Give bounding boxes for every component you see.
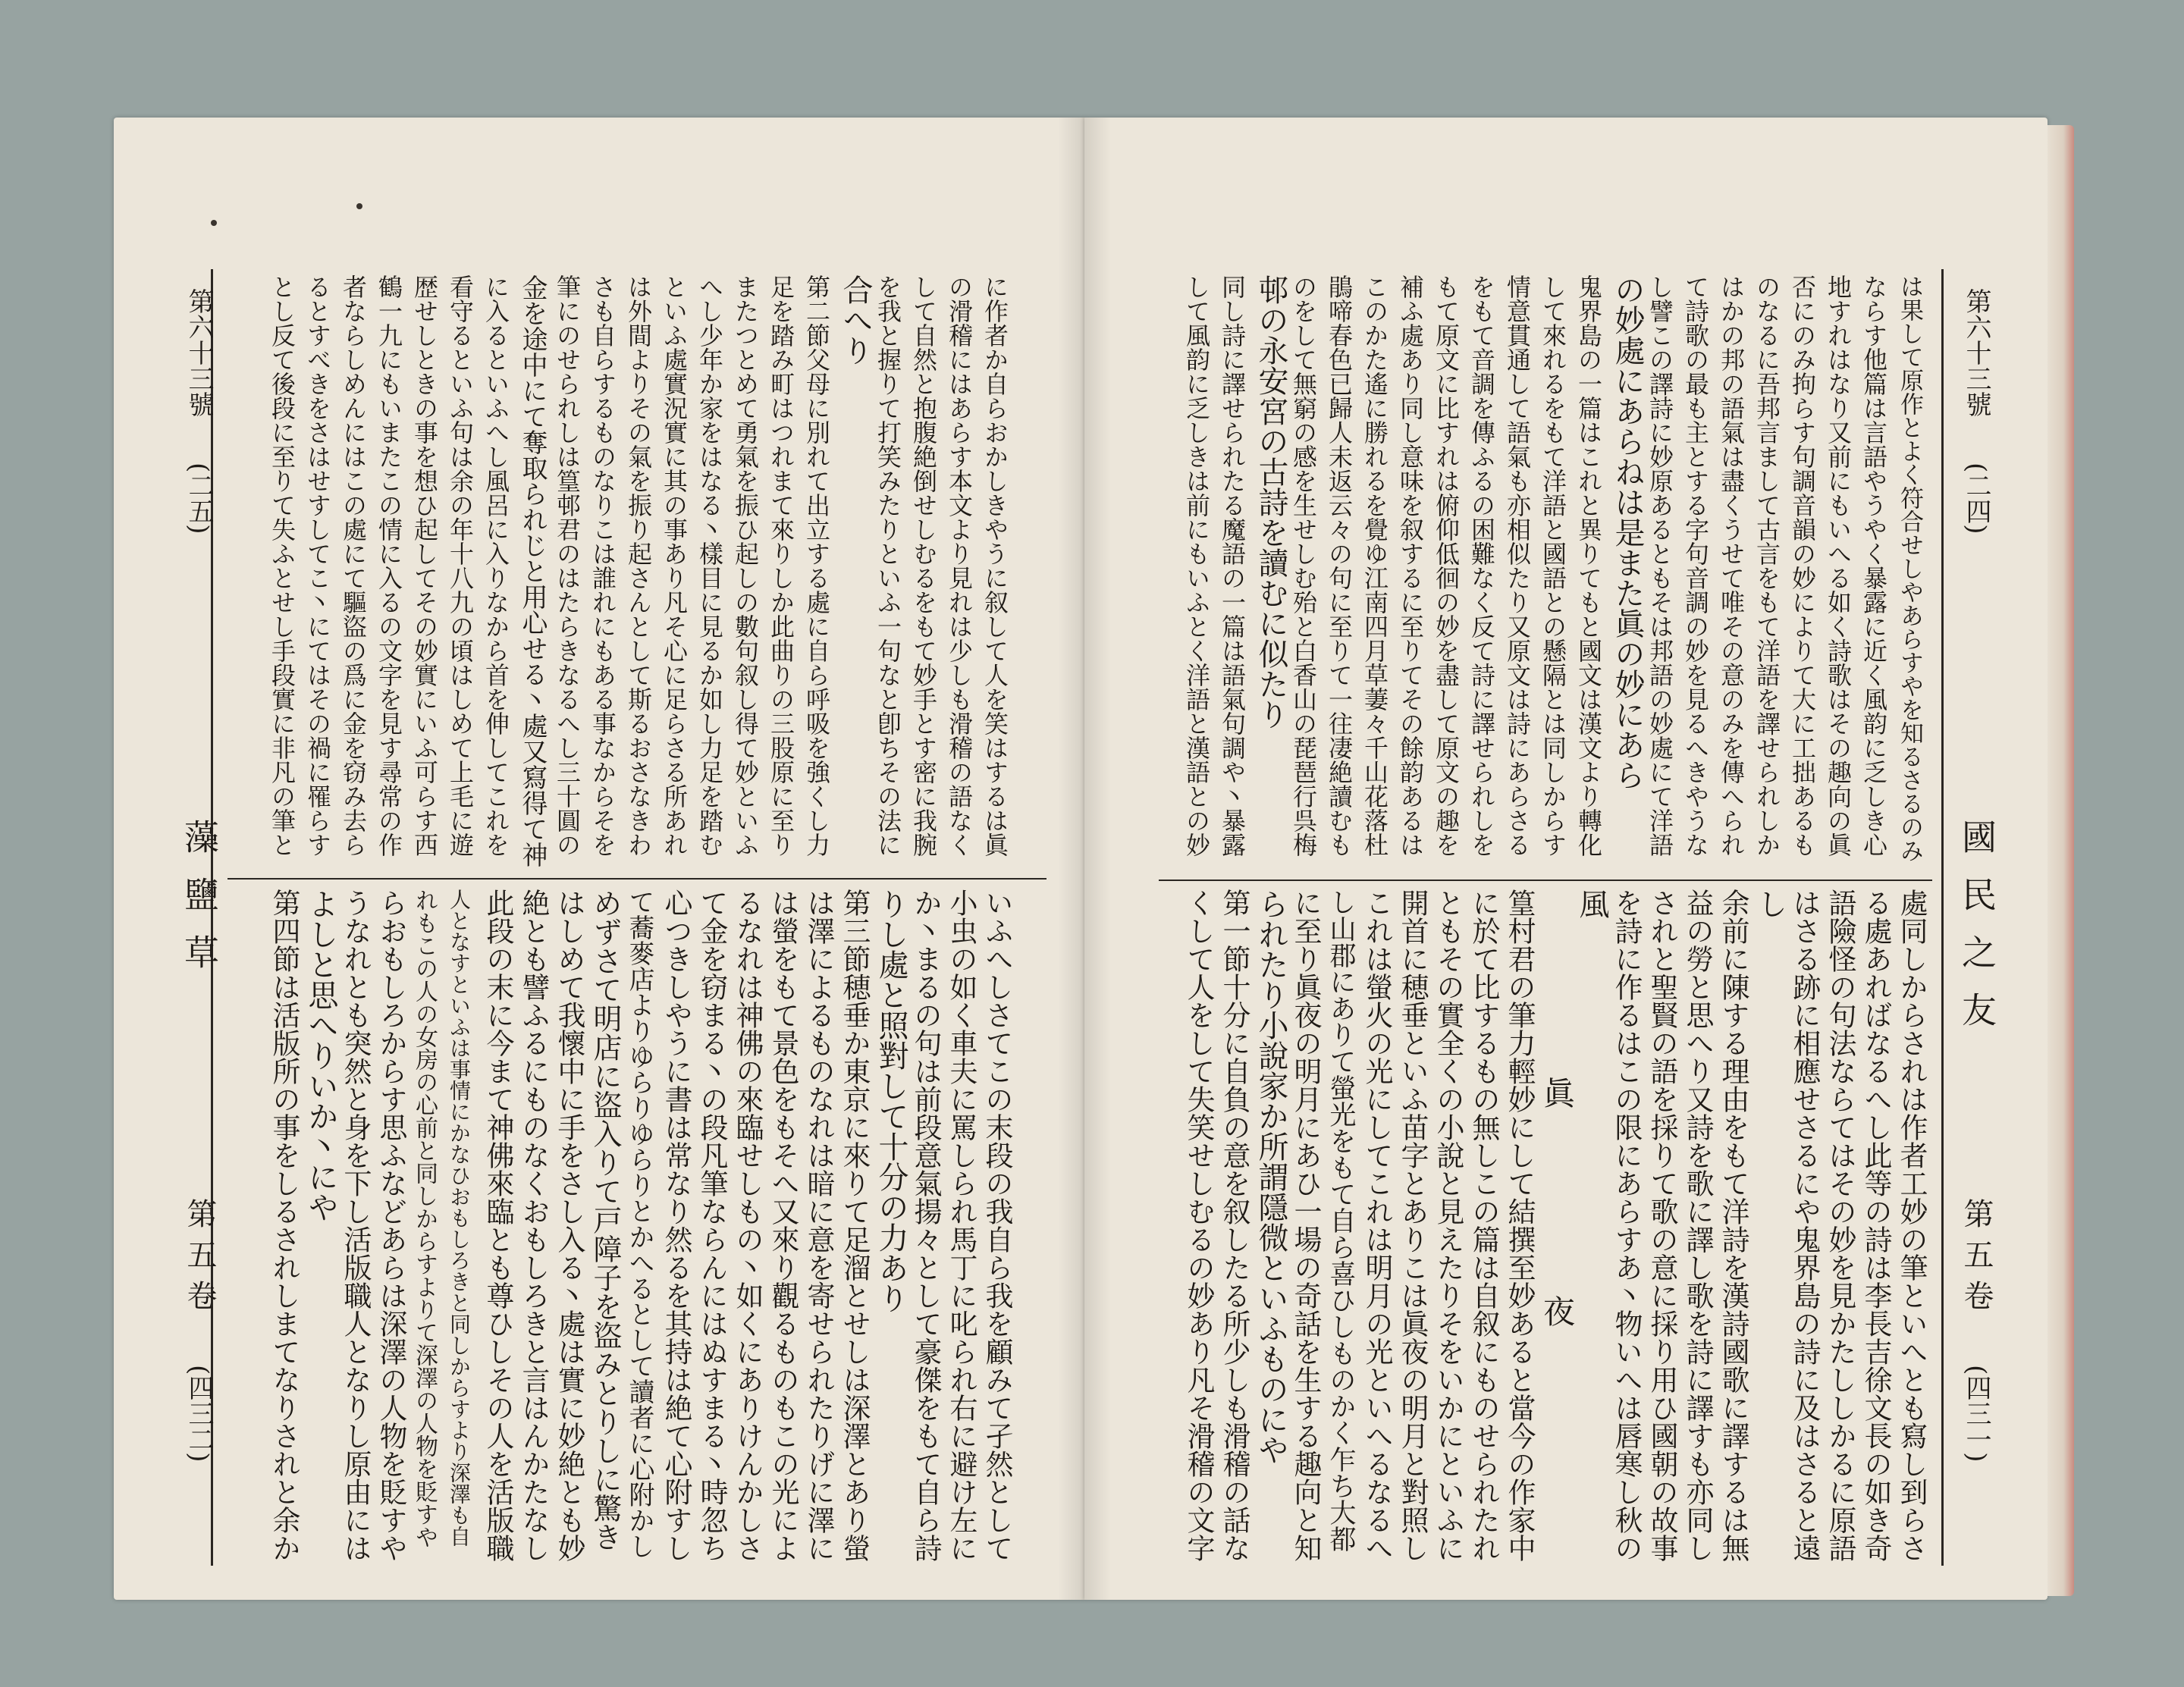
left-upper-col: 歴せしときの事を想ひ起してその妙實にいふ可らす西 (410, 274, 439, 857)
right-upper-col: をもて音調を傳ふるの困難なく反て詩に譯せられしを (1467, 274, 1496, 857)
left-lower-col: 人となすといふは事情にかなひおもしろきと同しからすより深澤も自 (447, 889, 472, 1547)
right-header-issue: 第六十三號 (1961, 288, 1991, 417)
left-lower-col: いふへしさてこの末段の我自ら我を顧みて孑然として (981, 889, 1013, 1562)
page-edge (2048, 125, 2074, 1596)
left-lower-col: らおもしろからす思ふなどあらは深澤の人物を貶すや (375, 889, 407, 1562)
left-upper-col: といふ處實況實に其の事あり凡そ心に足らさる所あれ (660, 274, 689, 857)
right-upper-col: のをして無窮の感を生せしむ殆と白香山の琵琶行呉梅 (1289, 274, 1318, 857)
right-lower-col: 風 (1574, 889, 1609, 919)
right-upper-col: し譬この譯詩に妙原あるともそは邦語の妙處にて洋語 (1646, 274, 1674, 857)
left-lower-col: 第三節穂垂か東京に來りて足溜とせしは深澤とあり螢 (838, 889, 871, 1562)
left-lower-col: 小虫の如く車夫に罵しられ馬丁に叱られ右に避け左に (945, 889, 977, 1562)
left-ink-dot (356, 203, 362, 209)
left-upper-col: とし反て後段に至りて失ふとせし手段實に非凡の筆と (268, 274, 297, 857)
right-upper-col: 否にのみ拘らす句調音韻の妙によりて大に工拙あるも (1788, 274, 1817, 857)
left-lower-col: は螢をもて景色をもそへ又來り觀るものもこの光によ (767, 889, 799, 1562)
right-upper-col: のなるに吾邦言まして古言をもて洋語を譯せられしか (1753, 274, 1781, 857)
left-lower-col: るなれは神佛の來臨せしもの丶如くにありけんかしさ (731, 889, 764, 1562)
left-lower-col: て金を窃まる丶の段凡筆ならんにはぬすまる丶時忽ち (695, 889, 728, 1562)
right-upper-col: もて原文に比すれは俯仰低徊の妙を盡して原文の趣を (1432, 274, 1461, 857)
left-lower-col: か丶まるの句は前段意氣揚々として豪傑をもて自ら詩 (909, 889, 942, 1562)
left-upper-col: して自然と抱腹絶倒せしむるをもて妙手とす密に我腕 (909, 274, 938, 857)
left-header-volume: 第五卷 (182, 1198, 217, 1321)
right-header-vol-page: (四三一) (1961, 1365, 1991, 1463)
right-upper-col: 情意貫通して語氣も亦相似たり又原文は詩にあらさる (1503, 274, 1532, 857)
right-upper-col: はかの邦の語氣は盡くうせて唯その意のみを傳へられ (1717, 274, 1746, 857)
left-lower-col: 此段の末に今まて神佛來臨とも尊ひしその人を活版職 (482, 889, 514, 1562)
right-lower-col: に至り眞夜の明月にあひ一場の奇話を生する趣向と知 (1289, 889, 1322, 1562)
right-upper-col: の妙處にあらねは是また眞の妙にあら (1610, 274, 1645, 790)
left-upper-col: るとすべきをさはせすしてこ丶にてはその禍に罹らす (303, 274, 332, 857)
left-header-issue: 第六十三號 (184, 288, 214, 417)
left-upper-col: へし少年か家をはなる丶樣目に見るか如し力足を踏む (695, 274, 724, 857)
left-lower-col: て蕎麥店よりゆらりゆらりとかへるとして讀者に心附かし (624, 889, 654, 1559)
left-upper-col: は外間よりその氣を振り起さんとして斯るおさなきわ (624, 274, 653, 857)
left-lower-col: れもこの人の女房の心前と同しからすよりて深澤の人物を貶すや (411, 889, 438, 1548)
left-lower-col: は澤によるものなれは暗に意を寄せられたりげに澤に (802, 889, 835, 1562)
left-lower-col: 心つきしやうに書は常なり然るを其持は絶て心附すし (660, 889, 692, 1562)
right-lower-col: し (1753, 889, 1787, 919)
left-upper-col: に作者か自らおかしきやうに叙して人を笑はするは眞 (981, 274, 1009, 857)
right-header-rule (1941, 269, 1944, 1566)
left-lower-col: りし處と照對して十分の力あり (874, 889, 908, 1313)
right-lower-col: られたり小說家か所謂隱微といふものにや (1254, 889, 1288, 1465)
right-lower-col: 余前に陳する理由をもて洋詩を漢詩國歌に譯するは無 (1717, 889, 1749, 1562)
left-upper-col: 鶴一九にもいまたこの情に入るの文字を見す尋常の作 (375, 274, 403, 857)
right-lower-col: し山郡にありて螢光をもて自ら喜ひしものかく乍ち大都 (1326, 889, 1356, 1552)
right-upper-col: 同し詩に譯せられたる魔語の一篇は語氣句調や丶暴露 (1218, 274, 1247, 857)
right-lower-col: 篁村君の筆力輕妙にして結撰至妙あると當今の作家中 (1503, 889, 1536, 1562)
right-upper-col: このかた遙に勝れるを覺ゆ江南四月草萋々千山花落杜 (1360, 274, 1389, 857)
left-lower-col: めずさて明店に盜入りて戸障子を盜みとりしに驚き (588, 889, 622, 1551)
right-lower-col: を詩に作るはこの限にあらすあ丶物いへは唇寒し秋の (1610, 889, 1643, 1562)
left-upper-col: 足を踏み町はつれまて來りしか此曲りの三股原に至り (767, 274, 795, 857)
right-divider-rule (1159, 880, 1932, 881)
right-lower-col: 第一節十分に自負の意を叙したる所少しも滑稽の話な (1218, 889, 1250, 1562)
right-lower-col: ともその實全くの小說と見えたりそをいかにといふに (1432, 889, 1464, 1562)
left-upper-col: に入るといふへし風呂に入りなから首を伸してこれを (482, 274, 510, 857)
left-upper-col: を我と握りて打笑みたりといふ一句なと卽ちその法に (874, 274, 902, 857)
left-lower-col: よしと思へりいか丶にや (303, 889, 338, 1222)
right-upper-col: 邨の永安宮の古詩を讀むに似たり (1254, 274, 1288, 729)
left-header-vol-page: (四三二) (184, 1365, 214, 1463)
left-upper-col: 合へり (838, 274, 873, 365)
right-upper-col: 鬼界島の一篇はこれと異りてもと國文は漢文より轉化 (1574, 274, 1603, 857)
left-divider-rule (228, 878, 1046, 880)
right-upper-col: して風韵に乏しきは前にもいふとく洋語と漢語との妙 (1182, 274, 1211, 857)
left-lower-col: はしめて我懷中に手をさし入る丶處は實に妙絶とも妙 (553, 889, 585, 1562)
right-lower-col: これは螢火の光にしてこれは明月の光といへるなるへ (1360, 889, 1393, 1562)
right-upper-col: 補ふ處あり同し意味を叙するに至りてその餘韵あるは (1396, 274, 1425, 857)
left-header-page-num: (二五) (184, 463, 214, 535)
left-lower-col: 絶とも譬ふるにものなくおもしろきと言はんかたなし (517, 889, 550, 1562)
right-header-page-num: (二四) (1961, 463, 1991, 535)
right-lower-col: 益の勞と思へり又詩を歌に譯し歌を詩に譯すも亦同し (1681, 889, 1714, 1562)
right-header-volume: 第五卷 (1959, 1198, 1994, 1321)
left-header-title: 藻鹽草 (179, 819, 220, 992)
left-upper-col: 者ならしめんにはこの處にて驅盜の爲に金を窃み去ら (339, 274, 368, 857)
right-lower-col: はさる跡に相應せさるにや鬼界島の詩に及はさると遠 (1788, 889, 1821, 1562)
right-lower-col: 處同しからされは作者工妙の筆といへとも寫し到らさ (1895, 889, 1928, 1562)
right-lower-col: されと聖賢の語を採りて歌の意に採り用ひ國朝の故事 (1646, 889, 1678, 1562)
right-upper-col: 鵑啼春色已歸人未返云々の句に至りて一往凄絶讀むも (1325, 274, 1354, 857)
right-section-title: 眞 夜 (1539, 1077, 1576, 1350)
left-upper-col: 第二節父母に別れて出立する處に自ら呼吸を強くし力 (802, 274, 831, 857)
right-upper-col: て詩歌の最も主とする字句音調の妙を見るへきやうな (1681, 274, 1710, 857)
right-upper-col: 地すれはなり又前にもいへる如く詩歌はその趣向の眞 (1824, 274, 1853, 857)
left-lower-col: 第四節は活版所の事をしるされしまてなりされと余か (268, 889, 300, 1562)
book-gutter (1058, 118, 1111, 1600)
right-upper-col: は果して原作とよく符合せしやあらすやを知るさるのみ (1896, 274, 1923, 862)
left-upper-col: の滑稽にはあらす本文より見れは少しも滑稽の語なく (945, 274, 974, 857)
right-upper-col: ならす他篇は言語やうやく暴露に近く風韵に乏しき心 (1859, 274, 1888, 857)
left-ink-dot (211, 220, 217, 226)
left-upper-col: さも自らするものなりこは誰れにもある事なからそを (588, 274, 617, 857)
left-lower-col: うなれとも突然と身を下し活版職人となりし原由には (339, 889, 372, 1562)
left-upper-col: 筆にのせられしは篁邨君のはたらきなるへし三十圓の (553, 274, 582, 857)
left-upper-col: またつとめて勇氣を振ひ起しの數句叙し得て妙といふ (731, 274, 760, 857)
right-lower-col: くして人をして失笑せしむるの妙あり凡そ滑稽の文字 (1182, 889, 1215, 1562)
right-lower-col: に於て比するもの無しこの篇は自叙にものせられたれ (1467, 889, 1500, 1562)
right-lower-col: 語險怪の句法ならてはその妙を見かたししかるに原語 (1824, 889, 1856, 1562)
right-header-title: 國民之友 (1956, 819, 1997, 1049)
right-upper-col: して來れるをもて洋語と國語との懸隔とは同しからす (1539, 274, 1567, 857)
right-lower-col: 開首に穂垂といふ苗字とありこは眞夜の明月と對照し (1396, 889, 1429, 1562)
left-upper-col: 金を途中にて奪取られじと用心せる丶處又寫得て神 (517, 274, 548, 867)
right-lower-col: る處あればなるへし此等の詩は李長吉徐文長の如き奇 (1859, 889, 1892, 1562)
left-upper-col: 看守るといふ句は余の年十八九の頃はしめて上毛に遊 (446, 274, 475, 857)
